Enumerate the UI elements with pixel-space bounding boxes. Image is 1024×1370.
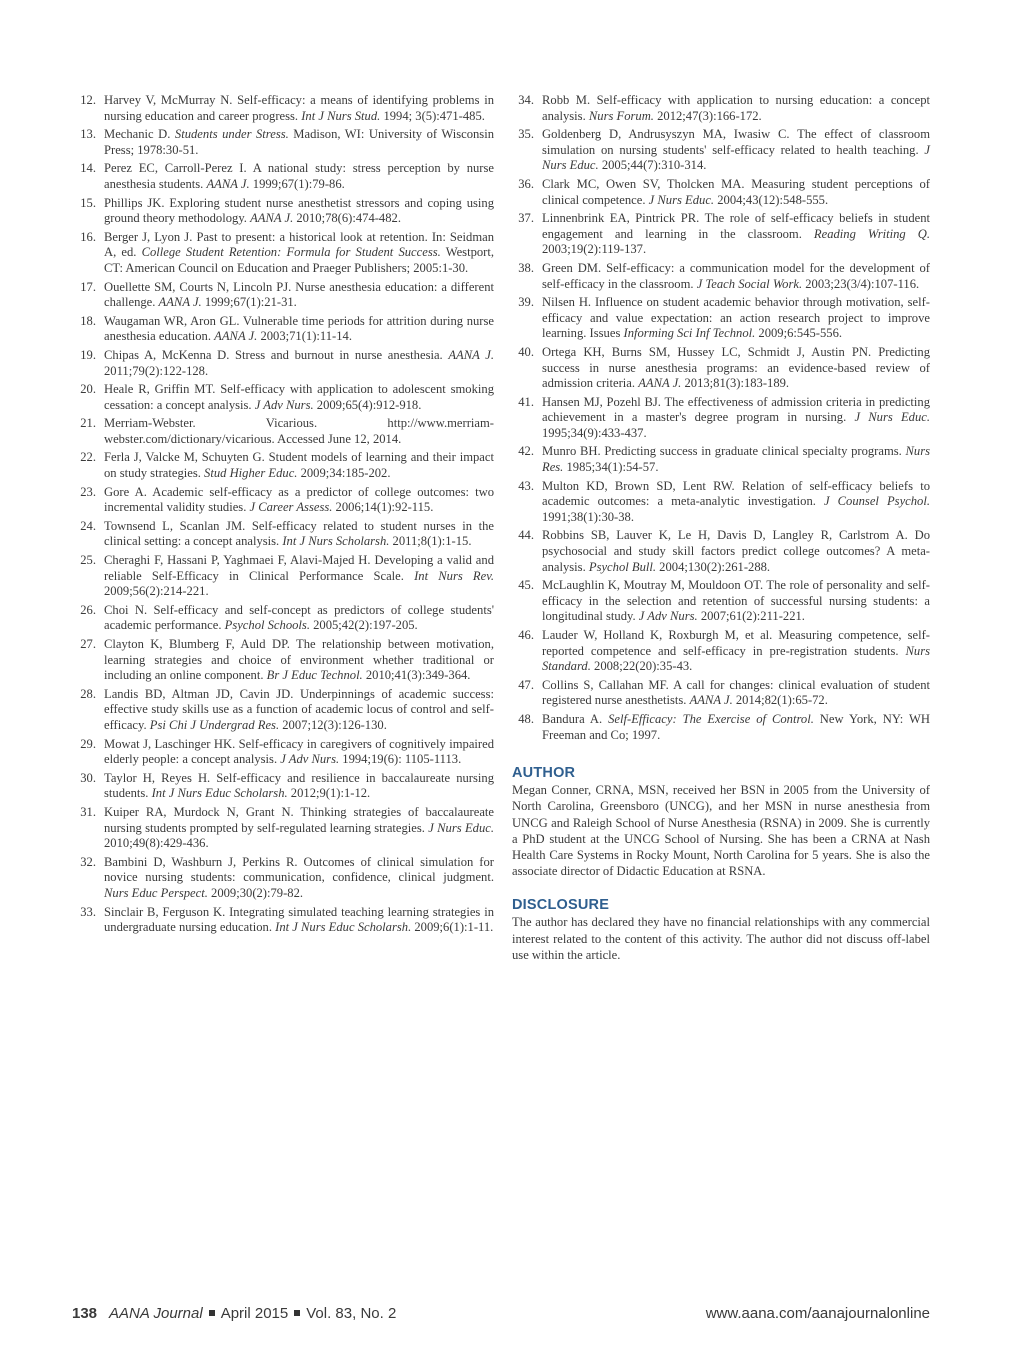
reference-text: Mowat J, Laschinger HK. Self-efficacy in caregivers of cognitively impaired elderly people: a concept analysis. [104,736,494,767]
reference-text: Ortega KH, Burns SM, Hussey LC, Schmidt J, Austin PN. Predicting success in nurse anesthesia programs: an evidence-based review of admission criteria. [542,344,930,391]
reference-text: Merriam-Webster. Vicarious. http://www.merriam-webster.com/dictionary/vicarious. Accessed June 12, 2014. [104,416,494,446]
reference-item [72,450,494,481]
reference-item [510,177,930,208]
reference-item [72,553,494,600]
disclosure-text: The author has declared they have no financial relationships with any commercial interest related to the content of this activity. The author did not discuss off-label use within the article. [512,915,930,962]
reference-item [510,628,930,675]
journal-url-link[interactable]: www.aana.com/aanajournalonline [705,1305,930,1322]
reference-journal: Reading Writing Q. [813,226,930,241]
reference-number: 44. [518,528,534,543]
reference-item [72,637,494,684]
reference-text: Collins S, Callahan MF. A call for changes: clinical evaluation of student registered nurse anesthetists. [542,677,930,708]
reference-number: 46. [518,628,534,642]
reference-citation: 2010;41(3):349-364. [362,668,471,683]
reference-journal: J Adv Nurs. [254,397,314,412]
reference-item [510,678,930,709]
reference-item [510,528,930,575]
reference-journal: Stud Higher Educ. [204,466,298,481]
reference-item [72,771,494,802]
reference-number: 16. [80,229,96,244]
reference-item [72,416,494,447]
reference-number: 17. [80,279,96,294]
reference-citation: 2011;8(1):1-15. [389,534,472,549]
reference-citation: 2004;43(12):548-555. [714,192,829,207]
reference-citation: 1999;67(1):21-31. [201,295,297,310]
reference-journal: AANA J. [214,329,258,344]
reference-text: Robbins SB, Lauver K, Le H, Davis D, Langley R, Carlstrom A. Do psychosocial and study skill factors predict college outcomes? A meta-analysis. [542,528,930,574]
reference-journal: Int J Nurs Stud. [301,108,381,123]
reference-number: 36. [518,176,534,191]
reference-number: 24. [80,518,96,533]
reference-number: 20. [80,382,96,397]
reference-text: Chipas A, McKenna D. Stress and burnout in nurse anesthesia. [104,347,449,362]
reference-number: 31. [80,804,96,819]
reference-citation: 2012;47(3):166-172. [653,108,762,123]
reference-journal: J Nurs Educ. [648,192,715,207]
reference-citation: 2010;49(8):429-436. [104,836,209,851]
reference-citation: 2009;34:185-202. [297,466,391,481]
reference-journal: Int J Nurs Educ Scholarsh. [151,786,288,801]
reference-number: 33. [80,904,96,919]
reference-item [510,395,930,442]
reference-citation: 1994;19(6): 1105-1113. [339,752,462,767]
reference-item [510,578,930,625]
reference-citation: 2005;44(7):310-314. [598,158,707,173]
reference-text: Heale R, Griffin MT. Self-efficacy with application to adolescent smoking cessation: a concept analysis. [104,382,494,412]
reference-citation: 2003;23(3/4):107-116. [802,276,920,291]
reference-number: 37. [518,211,534,226]
references-right-column [510,93,930,963]
reference-citation: 1994; 3(5):471-485. [380,108,485,123]
reference-text: Ferla J, Valcke M, Schuyten G. Student models of learning and their impact on study strategies. [104,450,494,481]
reference-number: 48. [518,711,534,726]
reference-item [72,161,494,192]
reference-citation: 2013;81(3):183-189. [681,376,790,391]
reference-text: Linnenbrink EA, Pintrick PR. The role of self-efficacy beliefs in student engagement and learning in the classroom. [542,211,930,241]
references-right-list [510,93,930,743]
reference-journal: Br J Educ Technol. [266,668,363,683]
reference-number: 39. [518,295,534,310]
reference-text: Goldenberg D, Andrusyszyn MA, Iwasiw C. The effect of classroom simulation on nursing students' self-efficacy related to health teaching. [542,127,930,157]
reference-citation: Madison, WI: University of Wisconsin Press; 1978:30-51. [104,127,494,157]
reference-citation: 1999;67(1):79-86. [249,176,345,191]
reference-text: Clayton K, Blumberg F, Auld DP. The relationship between motivation, learning strategies and choice of environment whether traditional or including an online component. [104,637,494,683]
reference-number: 40. [518,344,534,359]
reference-item [72,314,494,345]
reference-text: Robb M. Self-efficacy with application to nursing education: a concept analysis. [542,93,930,123]
page-number: 138 [72,1305,98,1322]
reference-citation: 2007;61(2):211-221. [697,609,805,624]
reference-number: 14. [80,161,96,176]
reference-journal: J Adv Nurs. [638,609,698,624]
reference-text: McLaughlin K, Moutray M, Mouldoon OT. The role of personality and self-efficacy in the selection and retention of successful nursing students: a longitudinal study. [542,578,930,624]
reference-number: 28. [80,686,96,701]
reference-number: 35. [518,127,534,142]
reference-item [72,196,494,227]
reference-journal: AANA J. [448,347,494,362]
reference-item [72,230,494,277]
reference-citation: 2012;9(1):1-12. [287,786,371,801]
reference-item [510,93,930,124]
reference-number: 12. [80,93,96,107]
reference-text: Mechanic D. [104,127,175,142]
reference-item [510,444,930,475]
reference-journal: Psychol Schools. [224,618,310,633]
reference-citation: 2011;79(2):122-128. [104,363,209,378]
reference-item [72,737,494,768]
reference-text: Landis BD, Altman JD, Cavin JD. Underpinnings of academic success: effective study skills use as a function of academic locus of control and self-efficacy. [104,686,494,732]
reference-citation: 2009;56(2):214-221. [104,584,209,599]
disclosure-heading: DISCLOSURE [512,897,610,914]
reference-number: 41. [518,394,534,409]
reference-journal: J Teach Social Work. [696,276,803,291]
reference-journal: J Career Assess. [249,500,333,515]
reference-item [72,127,494,158]
reference-journal: AANA J. [250,211,294,226]
reference-journal: AANA J. [638,376,682,391]
reference-number: 22. [80,450,96,465]
reference-citation: 2009;65(4):912-918. [313,397,422,412]
reference-item [510,345,930,392]
reference-text: Clark MC, Owen SV, Tholcken MA. Measuring student perceptions of clinical competence. [542,176,930,207]
reference-number: 13. [80,127,96,142]
reference-item [72,382,494,413]
reference-number: 42. [518,444,534,459]
reference-item [72,687,494,734]
reference-number: 15. [80,195,96,210]
reference-item [72,805,494,852]
reference-text: Cheraghi F, Hassani P, Yaghmaei F, Alavi-Majed H. Developing a valid and reliable Self-Efficacy in Clinical Performance Scale. [104,553,494,583]
reference-journal: Nurs Res. [542,444,930,475]
reference-number: 43. [518,478,534,493]
reference-number: 32. [80,854,96,869]
reference-journal: Int J Nurs Scholarsh. [282,534,390,549]
reference-item [72,603,494,634]
reference-number: 29. [80,736,96,751]
reference-citation: 2004;130(2):261-288. [656,559,771,574]
reference-number: 38. [518,260,534,275]
reference-number: 34. [518,93,534,107]
reference-number: 26. [80,602,96,617]
reference-citation: 2009;30(2):79-82. [207,885,304,900]
reference-text: Kuiper RA, Murdock N, Grant N. Thinking strategies of baccalaureate nursing students prompted by self-regulated learning strategies. [104,804,494,835]
reference-citation: 1991;38(1):30-38. [542,509,634,524]
reference-text: Munro BH. Predicting success in graduate clinical specialty programs. [542,444,906,459]
journal-name: AANA Journal [109,1305,203,1322]
reference-text: Berger J, Lyon J. Past to present: a historical look at retention. In: Seidman A, ed. [104,229,494,260]
reference-citation: New York, NY: WH Freeman and Co; 1997. [542,711,930,742]
reference-citation: 2005;42(2):197-205. [309,618,418,633]
reference-text: Phillips JK. Exploring student nurse anesthetist stressors and coping using ground theory methodology. [104,195,494,226]
reference-journal: Informing Sci Inf Technol. [623,326,756,341]
reference-item [510,127,930,174]
reference-item [510,261,930,292]
references-left-column [72,93,494,939]
reference-journal: J Counsel Psychol. [823,494,931,509]
reference-citation: 1985;34(1):54-57. [563,460,659,475]
reference-number: 47. [518,677,534,692]
reference-journal: J Nurs Educ. [542,142,930,173]
reference-journal: AANA J. [689,693,733,708]
reference-journal: J Nurs Educ. [854,410,930,425]
reference-text: Townsend L, Scanlan JM. Self-efficacy related to student nurses in the clinical setting: a concept analysis. [104,518,494,549]
reference-journal: Int J Nurs Educ Scholarsh. [275,920,412,935]
reference-text: Bandura A. [542,711,609,726]
reference-item [510,712,930,743]
reference-number: 45. [518,578,534,593]
reference-journal: Self-Efficacy: The Exercise of Control. [608,711,814,726]
reference-journal: Nurs Forum. [588,108,654,123]
reference-item [72,280,494,311]
reference-text: Bambini D, Washburn J, Perkins R. Outcomes of clinical simulation for novice nursing students: communication, confidence, clinical judgment. [104,854,494,885]
reference-text: Gore A. Academic self-efficacy as a predictor of college outcomes: two incremental validity studies. [104,484,494,515]
reference-number: 25. [80,553,96,568]
reference-text: Taylor H, Reyes H. Self-efficacy and resilience in baccalaureate nursing students. [104,770,494,801]
reference-item [72,519,494,550]
reference-journal: Int Nurs Rev. [414,568,495,583]
reference-citation: 2003;19(2):119-137. [542,242,647,257]
reference-number: 21. [80,416,96,431]
reference-journal: AANA J. [206,176,250,191]
reference-citation: 2008;22(20):35-43. [590,659,693,674]
reference-journal: Nurs Educ Perspect. [104,885,208,900]
reference-item [510,211,930,258]
separator-square-icon [209,1310,215,1316]
reference-text: Green DM. Self-efficacy: a communication model for the development of self-efficacy in the classroom. [542,260,930,291]
reference-number: 18. [80,313,96,328]
page-footer [72,1305,930,1325]
reference-text: Nilsen H. Influence on student academic behavior through motivation, self-efficacy and value expectation: an action research project to improve learning. Issues [542,295,930,341]
author-bio: Megan Conner, CRNA, MSN, received her BSN in 2005 from the University of North Carolina, Greensboro (UNCG), and her MSN in nurse anesthesia from UNCG and Raleigh School of Nurse Anesthesia (RSNA) in 2009. She is currently a PhD student at the UNCG School of Nursing. She has been a CRNA at Nash Health Care Systems in Rocky Mount, North Carolina for 5 years. She is also the associate director of Didactic Education at RSNA. [512,783,930,879]
reference-citation: 2003;71(1):11-14. [257,329,352,344]
reference-citation: Westport, CT: American Council on Education and Praeger Publishers; 2005:1-30. [104,245,495,275]
reference-text: Choi N. Self-efficacy and self-concept as predictors of college students' academic performance. [104,602,494,633]
reference-number: 30. [80,770,96,785]
author-heading: AUTHOR [512,765,576,782]
reference-citation: 2007;12(3):126-130. [279,717,387,732]
reference-citation: 2010;78(6):474-482. [293,211,401,226]
reference-item [510,479,930,526]
separator-square-icon [294,1310,300,1316]
reference-citation: 2009;6(1):1-11. [411,920,494,935]
issue-date: April 2015 [220,1305,289,1322]
reference-item [510,295,930,342]
reference-text: Ouellette SM, Courts N, Lincoln PJ. Nurse anesthesia education: a different challenge. [104,279,494,310]
reference-number: 23. [80,484,96,499]
reference-citation: 2009;6:545-556. [755,326,843,341]
reference-text: Perez EC, Carroll-Perez I. A national study: stress perception by nurse anesthesia students. [104,161,494,191]
reference-journal: J Adv Nurs. [280,752,340,767]
reference-journal: College Student Retention: Formula for Student Success. [141,245,441,260]
reference-text: Waugaman WR, Aron GL. Vulnerable time periods for attrition during nurse anesthesia education. [104,313,494,344]
reference-journal: J Nurs Educ. [428,820,494,835]
reference-number: 19. [80,347,96,362]
reference-citation: 2014;82(1):65-72. [732,693,828,708]
reference-number: 27. [80,637,96,651]
reference-item [72,93,494,124]
reference-item [72,348,494,379]
reference-text: Multon KD, Brown SD, Lent RW. Relation of self-efficacy beliefs to academic outcomes: a meta-analytic investigation. [542,478,930,509]
reference-text: Sinclair B, Ferguson K. Integrating simulated teaching learning strategies in undergraduate nursing education. [104,904,494,935]
reference-journal: Psi Chi J Undergrad Res. [149,717,280,732]
reference-journal: Students under Stress. [174,127,289,142]
reference-text: Harvey V, McMurray N. Self-efficacy: a means of identifying problems in nursing education and career progress. [104,93,494,123]
reference-journal: AANA J. [158,295,202,310]
reference-citation: 1995;34(9):433-437. [542,425,647,440]
reference-item [72,905,494,936]
volume-info: Vol. 83, No. 2 [306,1305,397,1322]
reference-journal: Psychol Bull. [588,559,657,574]
reference-journal: Nurs Standard. [542,643,930,674]
reference-text: Hansen MJ, Pozehl BJ. The effectiveness of admission criteria in predicting achievement in a master's degree program in nursing. [542,394,930,425]
reference-item [72,485,494,516]
reference-item [72,855,494,902]
reference-citation: 2006;14(1):92-115. [332,500,434,515]
reference-text: Lauder W, Holland K, Roxburgh M, et al. Measuring competence, self-reported competence and self-efficacy in pre-registration students. [542,628,930,658]
